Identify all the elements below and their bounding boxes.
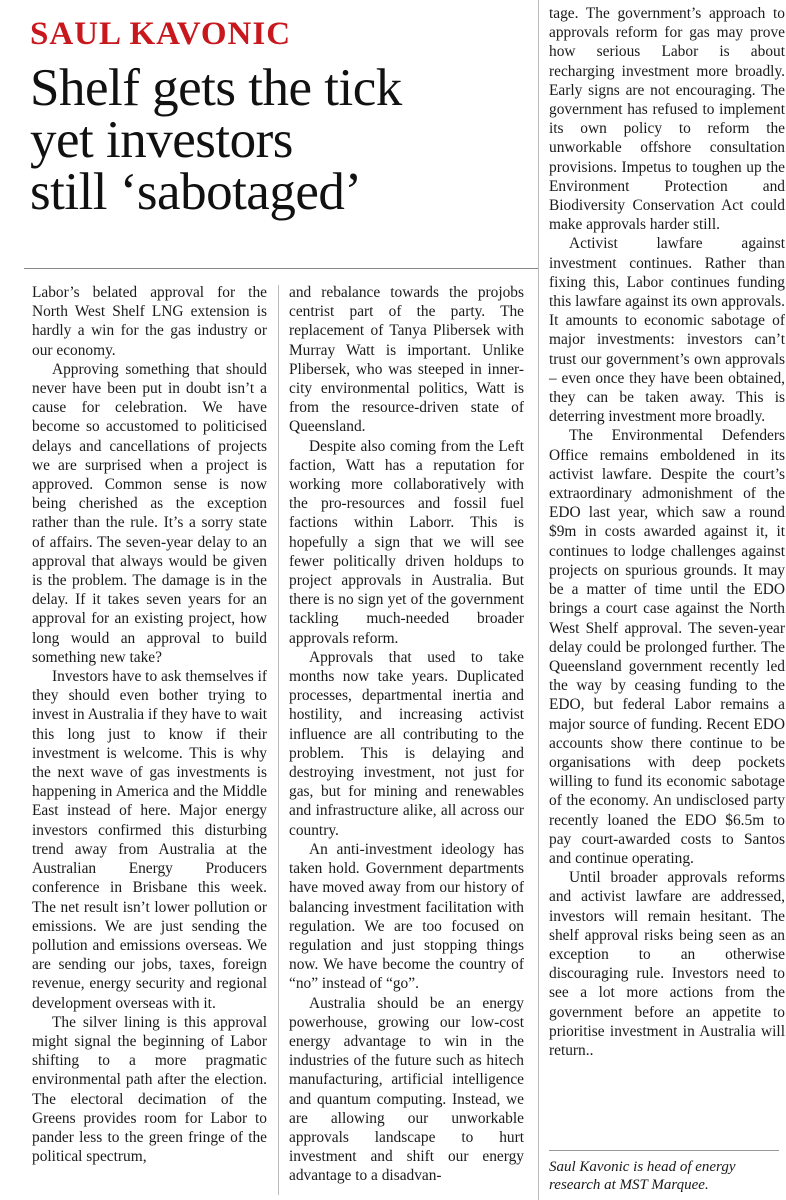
article-column-3 — [549, 4, 785, 1060]
paragraph: and rebalance towards the projobs centrist part of the party. The replacement of Tanya Plibersek with Murray Watt is important. Unlike Plibersek, who was steeped in inner-city environmental politics, Watt is from the resource-driven state of Queensland. — [289, 284, 524, 436]
article-column-2 — [289, 283, 524, 1186]
paragraph: An anti-investment ideology has taken hold. Government departments have moved away from our history of balancing investment facilitation with regulation. We are too focused on regulation and just stopping things now. We have become the country of “no” instead of “go”. — [289, 840, 524, 993]
paragraph: Approving something that should never have been put in doubt isn’t a cause for celebration. We have become so accustomed to politicised delays and cancellations of projects we are surprised when a project is approved. Common sense is now being cherished as the exception rather than the rule. It’s a sorry state of affairs. The seven-year delay to an approval that always would be given is the problem. The damage is in the delay. If it takes seven years for an approval for an existing project, how long would an approval to build something new take? — [32, 360, 267, 666]
paragraph: tage. The government’s approach to approvals reform for gas may prove how serious Labor is about recharging investment more broadly. Early signs are not encouraging. The government has refused to implement its own policy to reform the unworkable offshore consultation provisions. Impetus to toughen up the Environment Protection and Biodiversity Conservation Act could make approvals harder still. — [549, 5, 785, 234]
headline-block — [30, 14, 535, 221]
paragraph: The silver lining is this approval might signal the beginning of Labor shifting to a more pragmatic environmental path after the election. The electoral decimation of the Greens provides room for Labor to pander less to the green fringe of the political spectrum, — [32, 1013, 267, 1166]
paragraph: Activist lawfare against investment continues. Rather than fixing this, Labor continues funding this lawfare against its own approvals. It amounts to economic sabotage of major investments: investors can’t trust our government’s own approvals – even once they have been obtained, they can be taken away. This is deterring investment more broadly. — [549, 235, 785, 426]
author-bio: Saul Kavonic is head of energy research at MST Marquee. — [549, 1159, 736, 1193]
article-column-1 — [32, 283, 267, 1166]
byline: SAUL KAVONIC — [30, 16, 292, 52]
paragraph: Approvals that used to take months now take years. Duplicated processes, departmental inertia and hostility, and increasing activist influence are all contributing to the problem. This is delaying and destroying investment, not just for gas, but for mining and renewables and infrastructure alike, all across our country. — [289, 648, 524, 839]
paragraph: The Environmental Defenders Office remains emboldened in its activist lawfare. Despite the court’s extraordinary admonishment of the EDO last year, which saw a round $9m in costs awarded against it, it continues to lodge challenges against projects on spurious grounds. It may be a matter of time until the EDO brings a court case against the North West Shelf approval. The seven-year delay could be prolonged further. The Queensland government recently led the way by ceasing funding to the EDO, but federal Labor remains a major source of funding. Recent EDO accounts show there continue to be organisations with deep pockets willing to fund its economic sabotage of the economy. An undisclosed party recently loaned the EDO $6.5m to pay court-awarded costs to Santos and continue operating. — [549, 427, 785, 867]
headline-divider — [24, 268, 538, 269]
paragraph: Investors have to ask themselves if they should even bother trying to invest in Australia if they have to wait this long just to know if their investment is welcome. This is why the next wave of gas investments is happening in America and the Middle East instead of here. Major energy investors confirmed this disturbing trend away from Australia at the Australian Energy Producers conference in Brisbane this week. The net result isn’t lower pollution or emissions. We are just sending the pollution and emissions overseas. We are sending our jobs, taxes, foreign revenue, energy security and regional development overseas with it. — [32, 668, 267, 1012]
paragraph: Despite also coming from the Left faction, Watt has a reputation for working more collaboratively with the pro-resources and fossil fuel factions within Laborr. This is hopefully a sign that we will see fewer politically driven holdups to project approvals in Australia. But there is no sign yet of the government tackling much-needed broader approvals reform. — [289, 437, 524, 647]
paragraph: Australia should be an energy powerhouse, growing our low-cost energy advantage to win in the industries of the future such as hitech manufacturing, artificial intelligence and quantum computing. Instead, we are allowing our unworkable approvals landscape to hurt investment and shift our energy advantage to a disadvan- — [289, 994, 524, 1185]
paragraph: Labor’s belated approval for the North West Shelf LNG extension is hardly a win for the gas industry or our economy. — [32, 284, 267, 359]
bio-divider — [549, 1150, 779, 1151]
column-divider — [278, 285, 279, 1195]
headline-line: still ‘sabotaged’ — [30, 163, 362, 221]
headline-line: yet investors — [30, 111, 293, 169]
headline — [30, 59, 535, 221]
headline-line: Shelf gets the tick — [30, 59, 402, 117]
paragraph: Until broader approvals reforms and activist lawfare are addressed, investors will remain hesitant. The shelf approval risks being seen as an exception to an otherwise discouraging rule. Investors need to see a lot more actions from the government before an appetite to prioritise investment in Australia will return.. — [549, 869, 785, 1059]
column-divider — [538, 0, 539, 1200]
